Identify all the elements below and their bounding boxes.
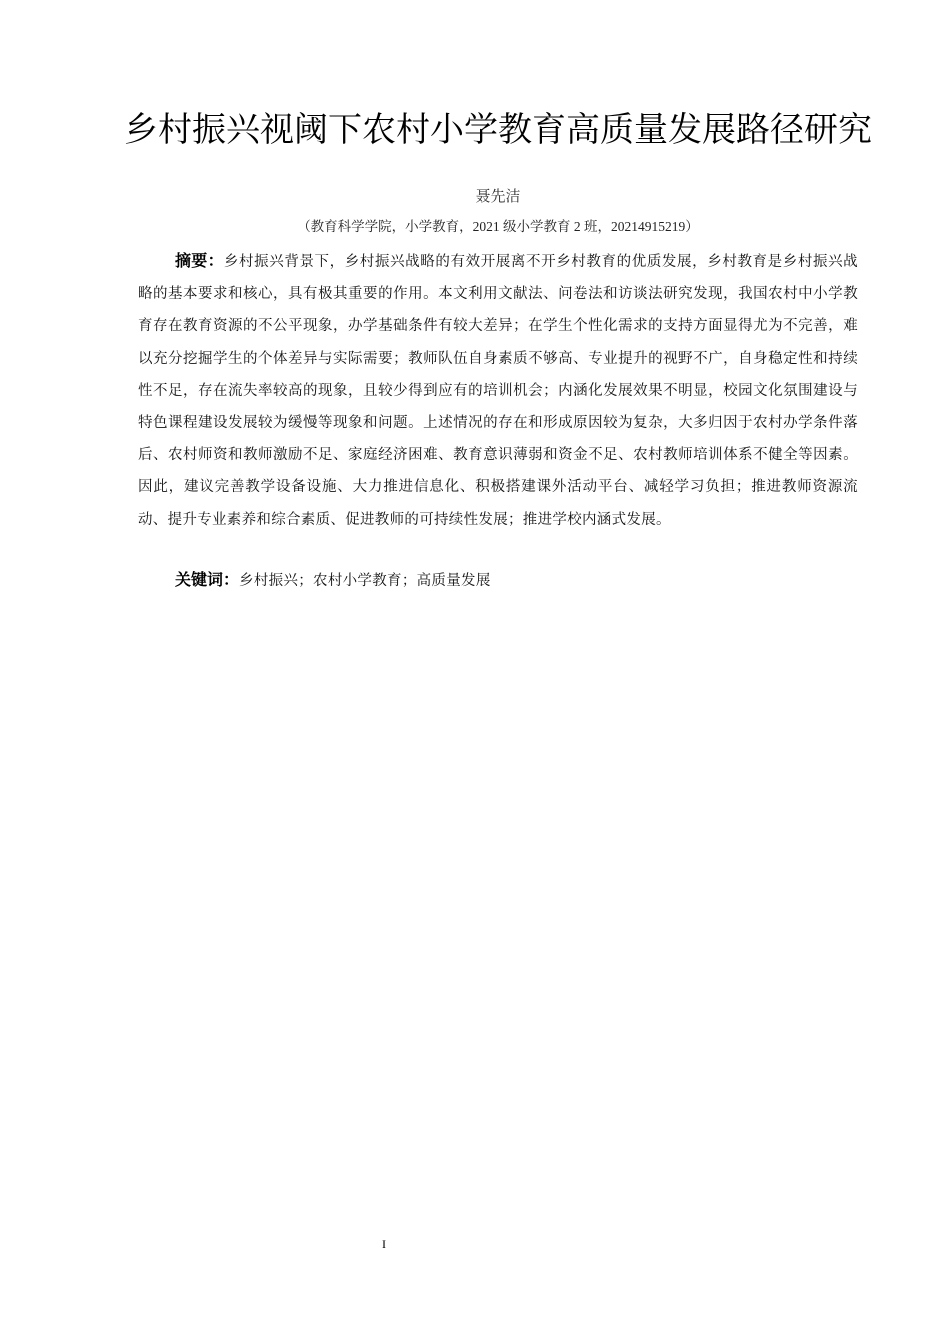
abstract-text: 乡村振兴背景下，乡村振兴战略的有效开展离不开乡村教育的优质发展，乡村教育是乡村振兴战略的基本要求和核心，具有极其重要的作用。本文利用文献法、问卷法和访谈法研究发现，我国农村中小学教育存在教育资源的不公平现象，办学基础条件有较大差异；在学生个性化需求的支持方面显得尤为不完善，难以充分挖掘学生的个体差异与实际需要；教师队伍自身素质不够高、专业提升的视野不广，自身稳定性和持续性不足，存在流失率较高的现象，且较少得到应有的培训机会；内涵化发展效果不明显，校园文化氛围建设与特色课程建设发展较为缓慢等现象和问题。上述情况的存在和形成原因较为复杂，大多归因于农村办学条件落后、农村师资和教师激励不足、家庭经济困难、教育意识薄弱和资金不足、农村教师培训体系不健全等因素。因此，建议完善教学设备设施、大力推进信息化、积极搭建课外活动平台、减轻学习负担；推进教师资源流动、提升专业素养和综合素质、促进教师的可持续性发展；推进学校内涵式发展。	[138, 254, 858, 528]
keywords-paragraph	[175, 566, 855, 595]
paper-title: 乡村振兴视阈下农村小学教育高质量发展路径研究	[124, 110, 872, 150]
author-affiliation: （教育科学学院，小学教育，2021 级小学教育 2 班，20214915219）	[297, 219, 699, 234]
abstract-paragraph	[138, 245, 858, 536]
keywords-text: 乡村振兴；农村小学教育；高质量发展	[239, 573, 491, 589]
keywords-label: 关键词：	[175, 570, 240, 589]
author-name: 聂先洁	[475, 187, 521, 205]
page-number: I	[382, 1237, 386, 1251]
abstract-label: 摘要：	[175, 251, 224, 270]
